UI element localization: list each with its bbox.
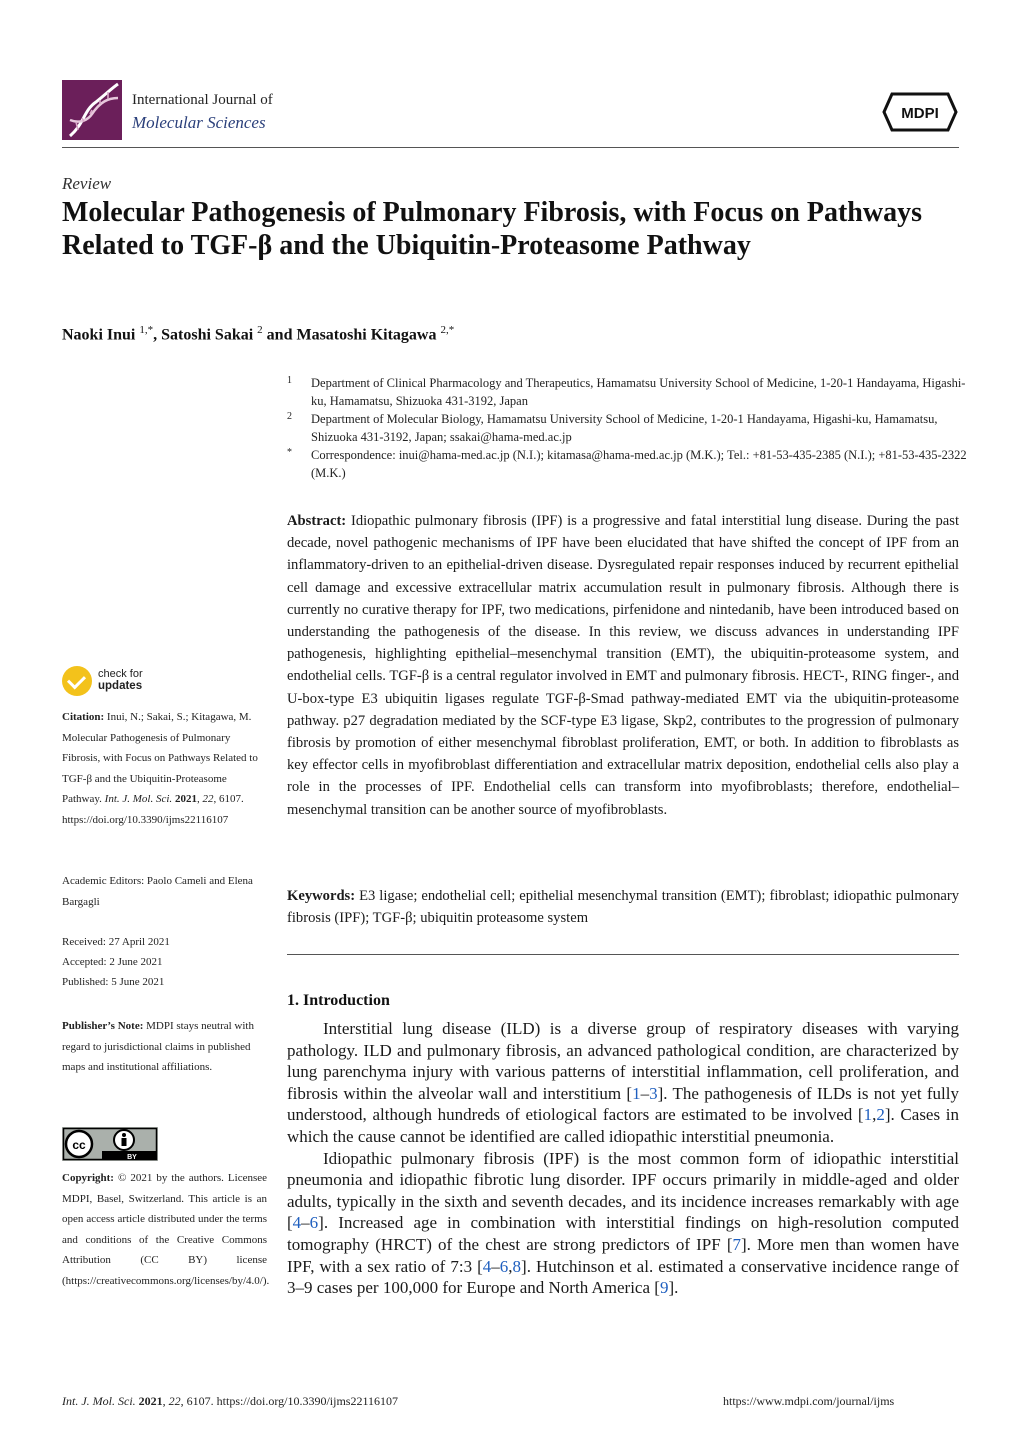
academic-editors: Academic Editors: Paolo Cameli and Elena Bargagli xyxy=(62,875,253,908)
citation-volume: 22 xyxy=(202,793,214,806)
affiliation-text: Department of Molecular Biology, Hamamatsu University School of Medicine, 1-20-1 Handayama, Higashi-ku, Hamamatsu, Shizuoka 431-3192, Japan; ssakai@hama-med.ac.jp xyxy=(311,412,938,444)
affiliation-marker: * xyxy=(287,447,292,458)
header-divider xyxy=(62,147,959,148)
intro-paragraph xyxy=(287,1018,959,1148)
citation-journal: Int. J. Mol. Sci. xyxy=(104,793,173,806)
check-line1: check for xyxy=(98,668,143,680)
reference-link[interactable]: 7 xyxy=(732,1234,741,1254)
affiliations xyxy=(287,374,967,482)
dna-helix-icon xyxy=(62,80,122,140)
journal-logo xyxy=(62,80,122,140)
reference-link[interactable]: 4 xyxy=(482,1256,492,1276)
journal-name-line1: International Journal of xyxy=(132,92,273,108)
svg-text:BY: BY xyxy=(127,1154,137,1161)
copyright xyxy=(62,1168,270,1292)
publisher-note xyxy=(62,1016,267,1078)
accepted-date: Accepted: 2 June 2021 xyxy=(62,956,163,968)
author-name: Naoki Inui xyxy=(62,326,136,344)
affiliation-marker: 2 xyxy=(287,411,292,422)
check-line2: updates xyxy=(98,680,143,692)
paragraph-text: – xyxy=(640,1083,650,1103)
reference-link[interactable]: 1 xyxy=(863,1105,873,1125)
citation-text: Inui, N.; Sakai, S.; Kitagawa, M. Molecular Pathogenesis of Pulmonary Fibrosis, with Focus on Pathways Related to TGF-β and the Ubiquitin-Proteasome Pathway. xyxy=(62,711,258,806)
paragraph-text: ]. Increased age in combination with interstitial findings on high-resolution computed tomography (HRCT) of the chest are strong predictors of IPF [ xyxy=(287,1213,959,1254)
author-separator: , xyxy=(153,326,162,344)
reference-link[interactable]: 6 xyxy=(309,1213,319,1233)
paragraph-text: , xyxy=(508,1256,513,1276)
abstract xyxy=(287,510,959,821)
author-separator: and xyxy=(262,326,297,344)
affiliation-text: Correspondence: inui@hama-med.ac.jp (N.I.); kitamasa@hama-med.ac.jp (M.K.); Tel.: +81-53-435-2385 (N.I.); +81-53-435-2322 (M.K.) xyxy=(311,448,967,480)
reference-link[interactable]: 9 xyxy=(659,1278,669,1298)
copyright-text: © 2021 by the authors. Licensee MDPI, Basel, Switzerland. This article is an open access article distributed under the terms and conditions of the Creative Commons Attribution (CC BY) license (https://creativecommons.org/licenses/by/4.0/). xyxy=(62,1172,270,1287)
abstract-text: Idiopathic pulmonary fibrosis (IPF) is a progressive and fatal interstitial lung disease. During the past decade, novel pathogenic mechanisms of IPF have been elucidated that have shifted the concept of IPF from an inflammatory-driven to an epithelial-driven disease. Dysregulated repair responses induced by recurrent epithelial cell damage and excessive extracellular matrix accumulation result in pulmonary fibrosis. Although there is currently no curative therapy for IPF, two medications, pirfenidone and nintedanib, have been introduced based on understanding the pathogenesis of the disease. In this review, we discuss advances in understanding IPF pathogenesis, highlighting epithelial–mesenchymal transition (EMT), the ubiquitin-proteasome system, and endothelial cells. TGF-β is a central regulator involved in EMT and pulmonary fibrosis. HECT-, RING finger-, and U-box-type E3 ubiquitin ligases regulate TGF-β-Smad pathway-mediated EMT via the ubiquitin-proteasome pathway. p27 degradation mediated by the SCF-type E3 ligase, Skp2, contributes to the progression of pulmonary fibrosis by promotion of either mesenchymal fibroblast proliferation, EMT, or both. In addition to fibroblasts as key effector cells in myofibroblast differentiation and extracellular matrix deposition, endothelial cells also play a role in the processes of IPF. Endothelial cells can transform into myofibroblasts; therefore, endothelial–mesenchymal transition can be another source of myofibroblasts. xyxy=(287,513,960,818)
paragraph-text: ]. The pathogenesis of ILDs is not yet fully understood, although hundreds of etiological factors are estimated to be involved [ xyxy=(287,1083,959,1125)
reference-link[interactable]: 8 xyxy=(512,1256,522,1276)
author-affiliation-marker: 2 xyxy=(257,324,263,336)
keywords-text: E3 ligase; endothelial cell; epithelial mesenchymal transition (EMT); fibroblast; idiopathic pulmonary fibrosis (IPF); TGF-β; ubiquitin proteasome system xyxy=(287,888,959,927)
svg-text:MDPI: MDPI xyxy=(901,105,939,122)
svg-text:cc: cc xyxy=(72,1138,86,1152)
abstract-label: Abstract: xyxy=(287,513,347,529)
article-type: Review xyxy=(62,174,112,193)
paragraph-text: – xyxy=(301,1213,310,1233)
copyright-label: Copyright: xyxy=(62,1172,114,1184)
affiliation-text: Department of Clinical Pharmacology and Therapeutics, Hamamatsu University School of Medicine, 1-20-1 Handayama, Higashi-ku, Hamamatsu, Shizuoka 431-3192, Japan xyxy=(311,376,966,408)
publisher-note-label: Publisher’s Note: xyxy=(62,1020,144,1032)
affiliation-item xyxy=(287,446,967,482)
citation: Citation: Inui, N.; Sakai, S.; Kitagawa, M. Molecular Pathogenesis of Pulmonary Fibrosis, with Focus on Pathways Related to TGF-β and the Ubiquitin-Proteasome Pathway. Int. J. Mol. Sci. 2021, 22, 6107. https://doi.org/10.3390/ijms22116107 xyxy=(62,711,258,826)
paragraph-text: ]. Hutchinson et al. estimated a conservative incidence range of 3–9 cases per 100,000 for Europe and North America [ xyxy=(287,1256,959,1298)
footer-citation: Int. J. Mol. Sci. 2021, 22, 6107. https://doi.org/10.3390/ijms22116107 xyxy=(62,1394,399,1408)
mdpi-logo[interactable] xyxy=(882,92,958,132)
author-name: Satoshi Sakai xyxy=(161,326,254,344)
paragraph-text: , xyxy=(872,1105,877,1125)
citation-year: 2021 xyxy=(174,793,197,806)
footer-journal-url[interactable]: https://www.mdpi.com/journal/ijms xyxy=(723,1394,895,1408)
published-date: Published: 5 June 2021 xyxy=(62,976,165,988)
paragraph-text: ]. Cases in which the cause cannot be identified are called idiopathic interstitial pneumonia. xyxy=(287,1105,960,1146)
introduction-body xyxy=(287,1018,959,1299)
footer-doi[interactable]: , 6107. https://doi.org/10.3390/ijms22116107 xyxy=(180,1394,399,1408)
section-divider xyxy=(287,954,959,955)
paragraph-text: ]. xyxy=(668,1278,679,1298)
affiliation-item xyxy=(287,374,967,410)
cc-by-license-badge[interactable] xyxy=(62,1127,158,1161)
citation-doi[interactable]: , 6107. https://doi.org/10.3390/ijms22116107 xyxy=(62,793,244,826)
intro-paragraph xyxy=(287,1148,959,1299)
publisher-note-text: MDPI stays neutral with regard to jurisdictional claims in published maps and institutional affiliations. xyxy=(62,1020,254,1074)
author-list xyxy=(62,324,454,344)
reference-link[interactable]: 2 xyxy=(876,1105,885,1125)
check-icon xyxy=(62,666,92,696)
keywords xyxy=(287,885,959,929)
paragraph-text: Idiopathic pulmonary fibrosis (IPF) is the most common form of idiopathic interstitial pneumonia and idiopathic fibrotic lung disorder. IPF occurs primarily in middle-aged and older adults, typically in the sixth and seventh decades, and its incidence increases remarkably with age [ xyxy=(287,1148,959,1233)
paragraph-text: Interstitial lung disease (ILD) is a diverse group of respiratory diseases with varying pathology. ILD and pulmonary fibrosis, an advanced pathological condition, are characterized by lung parenchyma injury with various patterns of interstitial inflammation, cell proliferation, and fibrosis within the alveolar wall and interstitium [ xyxy=(287,1019,959,1103)
journal-name-line2: Molecular Sciences xyxy=(132,113,266,132)
article-title: Molecular Pathogenesis of Pulmonary Fibrosis, with Focus on Pathways Related to TGF-β and the Ubiquitin-Proteasome Pathway xyxy=(62,197,922,261)
paragraph-text: – xyxy=(491,1256,500,1276)
citation-label: Citation: xyxy=(62,711,105,723)
author-affiliation-marker: 1,* xyxy=(139,324,154,336)
author-name: Masatoshi Kitagawa xyxy=(296,326,437,344)
reference-link[interactable]: 6 xyxy=(499,1256,509,1276)
keywords-label: Keywords: xyxy=(287,888,356,904)
affiliation-item xyxy=(287,410,967,446)
author-affiliation-marker: 2,* xyxy=(440,324,455,336)
affiliation-marker: 1 xyxy=(287,375,292,386)
reference-link[interactable]: 3 xyxy=(649,1083,658,1103)
reference-link[interactable]: 1 xyxy=(632,1083,641,1103)
footer-volume: 22 xyxy=(168,1394,181,1408)
received-date: Received: 27 April 2021 xyxy=(62,936,170,948)
check-for-updates-badge[interactable] xyxy=(62,666,162,700)
section-heading-introduction: 1. Introduction xyxy=(287,992,390,1009)
footer-year: 2021 xyxy=(138,1394,163,1408)
paragraph-text: ]. More men than women have IPF, with a sex ratio of 7:3 [ xyxy=(287,1234,959,1276)
footer-journal: Int. J. Mol. Sci. xyxy=(62,1394,136,1408)
reference-link[interactable]: 4 xyxy=(292,1213,302,1233)
